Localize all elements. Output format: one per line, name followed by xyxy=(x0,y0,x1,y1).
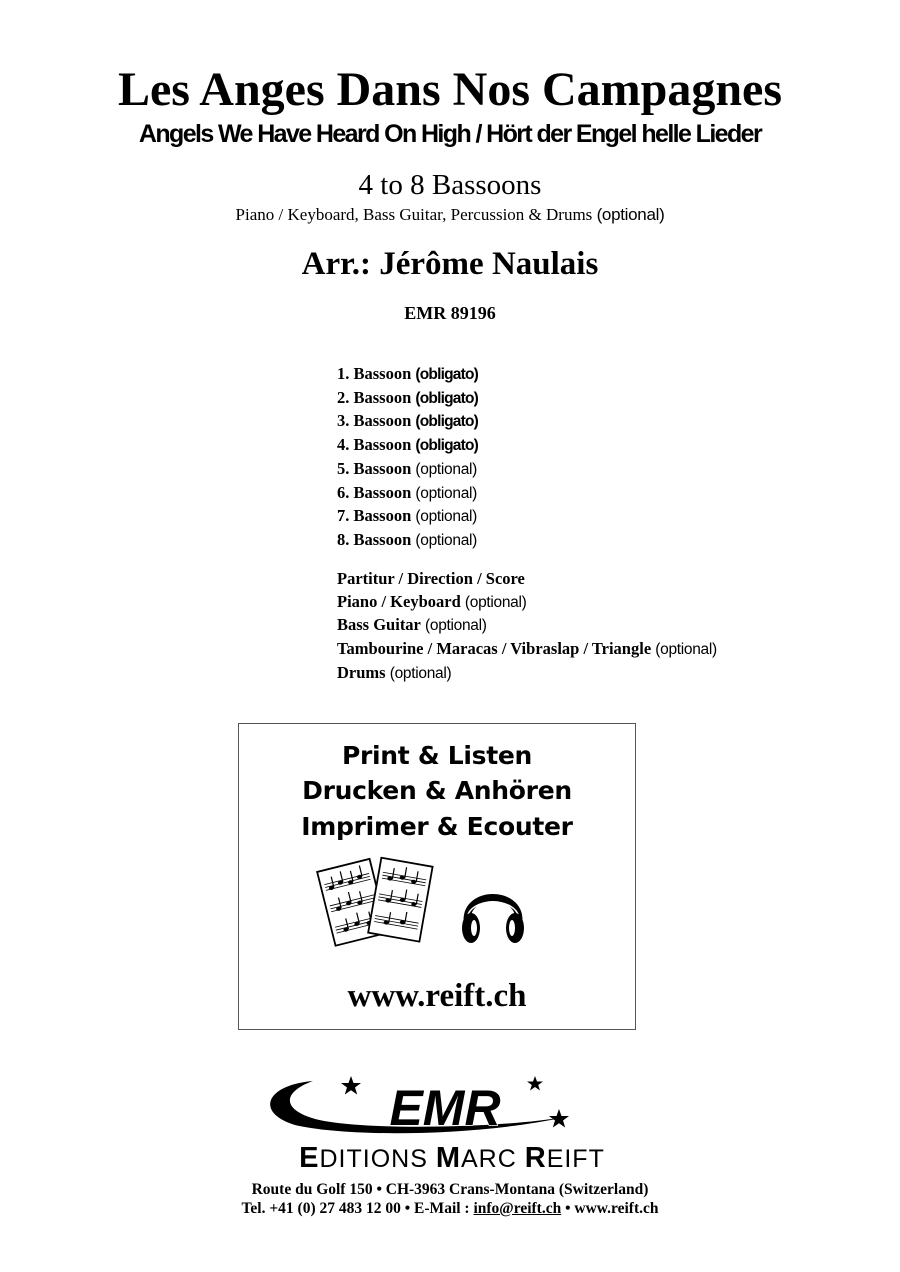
part-row xyxy=(337,434,478,458)
part-note: (optional) xyxy=(415,531,478,549)
part-note: (obligato) xyxy=(415,389,478,407)
bassoon-parts-list xyxy=(337,363,478,553)
part-note: (optional) xyxy=(415,508,478,526)
part-note: (optional) xyxy=(655,641,717,659)
logo-name-part: EIFT xyxy=(546,1145,605,1173)
headphones-icon xyxy=(457,876,529,948)
part-row xyxy=(337,638,717,662)
subtitle: Angels We Have Heard On High / Hört der Engel helle Lieder xyxy=(138,120,762,148)
footer-web[interactable]: • www.reift.ch xyxy=(561,1200,659,1217)
footer-tel: Tel. +41 (0) 27 483 12 00 • E-Mail : xyxy=(241,1200,474,1217)
print-listen-line-de: Drucken & Anhören xyxy=(302,776,572,805)
part-row xyxy=(337,458,478,482)
part-name: 4. Bassoon xyxy=(337,435,412,455)
part-name: 8. Bassoon xyxy=(337,529,412,549)
optional-note: (optional) xyxy=(596,205,665,224)
part-row xyxy=(337,387,478,411)
part-row xyxy=(337,363,478,387)
part-note: (optional) xyxy=(389,664,452,682)
part-row xyxy=(337,568,717,591)
svg-text:EDITIONS MARC REIFT xyxy=(299,1142,605,1173)
part-row xyxy=(337,662,717,686)
part-row xyxy=(337,614,717,638)
part-row xyxy=(337,505,478,529)
logo-name-part: R xyxy=(524,1142,547,1173)
arranger: Arr.: Jérôme Naulais xyxy=(301,246,599,282)
instrumentation: 4 to 8 Bassoons xyxy=(358,169,542,201)
logo-name-part: M xyxy=(435,1142,461,1173)
print-listen-line-en: Print & Listen xyxy=(341,741,533,770)
sheet-music-icon xyxy=(316,854,440,950)
part-row xyxy=(337,482,478,506)
page-title: Les Anges Dans Nos Campagnes xyxy=(117,63,783,116)
emr-logo xyxy=(225,1073,680,1173)
part-name: Piano / Keyboard xyxy=(337,591,461,611)
part-name: 7. Bassoon xyxy=(337,506,412,526)
optional-instruments: Piano / Keyboard, Bass Guitar, Percussion & Drums xyxy=(235,205,593,224)
part-name: Bass Guitar xyxy=(337,615,421,635)
print-listen-line-fr: Imprimer & Ecouter xyxy=(301,812,573,841)
footer-address: Route du Golf 150 • CH-3963 Crans-Montana (Switzerland) xyxy=(251,1181,649,1198)
part-name: 5. Bassoon xyxy=(337,458,412,478)
part-name: 3. Bassoon xyxy=(337,411,412,431)
part-row xyxy=(337,410,478,434)
footer-email-link[interactable]: info@reift.ch xyxy=(473,1200,562,1217)
part-note: (obligato) xyxy=(415,413,478,431)
website-url[interactable]: www.reift.ch xyxy=(347,978,527,1014)
part-name: 6. Bassoon xyxy=(337,482,412,502)
logo-name-part: E xyxy=(299,1142,320,1173)
part-note: (optional) xyxy=(425,617,487,635)
logo-name-part: DITIONS xyxy=(319,1145,436,1173)
optional-instruments-line xyxy=(0,204,900,226)
part-note: (optional) xyxy=(415,484,478,502)
part-note: (obligato) xyxy=(415,437,478,455)
part-row xyxy=(337,529,478,553)
logo-mark: EMR xyxy=(389,1080,501,1136)
part-name: Drums xyxy=(337,662,386,682)
part-note: (optional) xyxy=(415,460,478,478)
footer-contact xyxy=(0,1199,900,1219)
other-parts-list xyxy=(337,568,717,686)
part-row xyxy=(337,591,717,615)
part-name: 1. Bassoon xyxy=(337,364,412,383)
part-name: Tambourine / Maracas / Vibraslap / Triangle xyxy=(337,639,652,659)
part-name: 2. Bassoon xyxy=(337,387,412,407)
part-name: Partitur / Direction / Score xyxy=(337,569,525,588)
part-note: (obligato) xyxy=(415,366,478,383)
print-listen-box[interactable] xyxy=(238,723,636,1030)
part-note: (optional) xyxy=(464,593,527,611)
logo-name-part: ARC xyxy=(461,1145,525,1173)
catalog-number: EMR 89196 xyxy=(404,303,496,323)
